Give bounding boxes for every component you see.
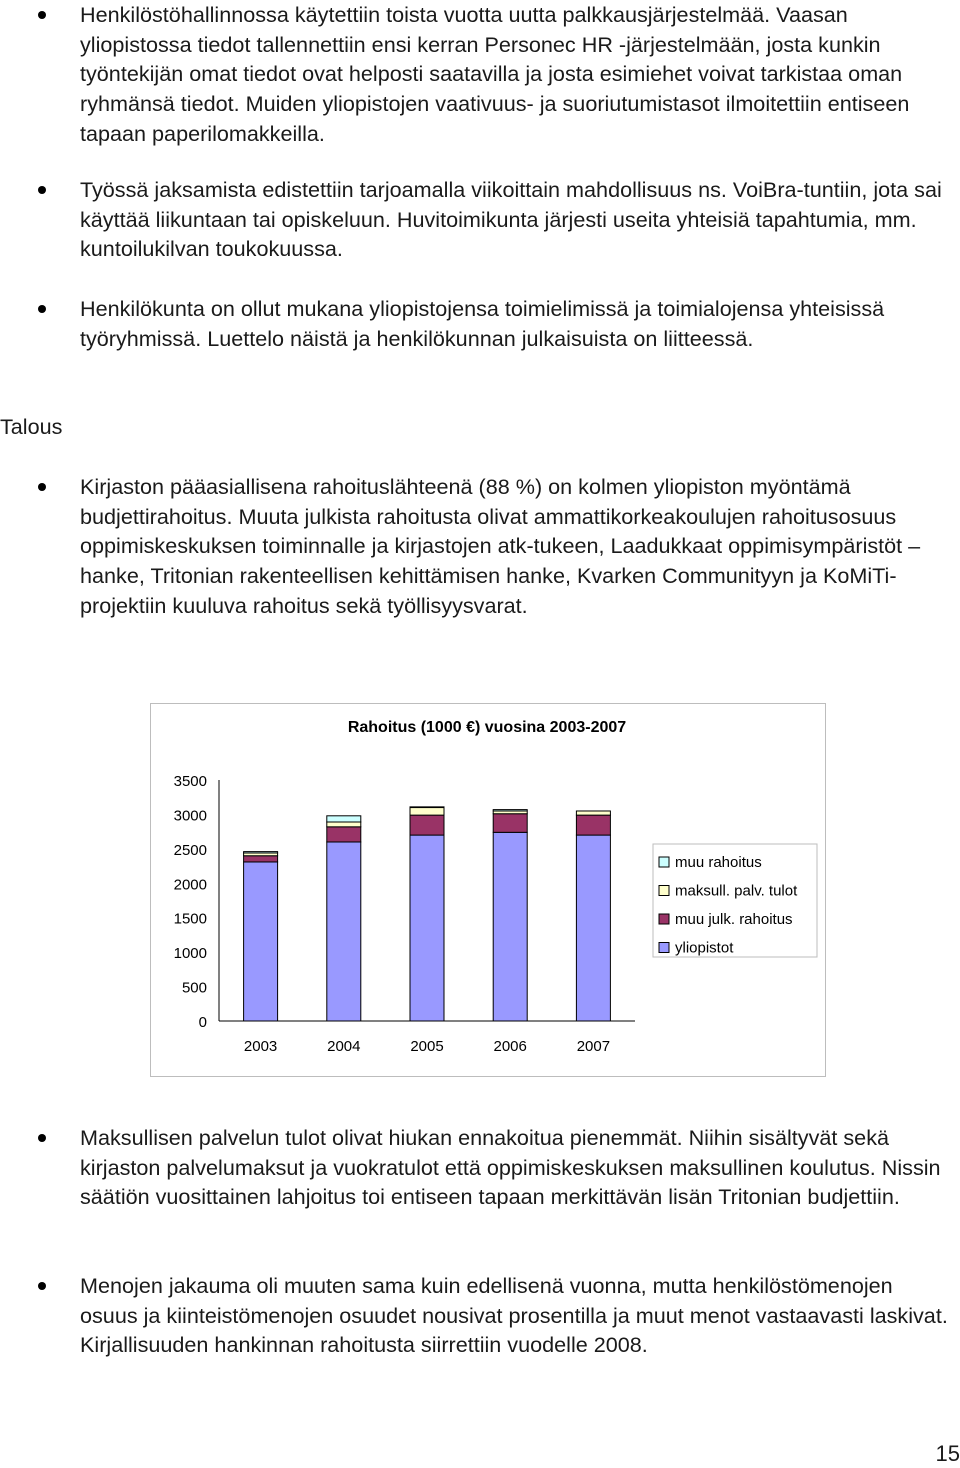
bar-segment [327, 822, 361, 827]
chart-ticks [174, 773, 610, 1055]
chart-bars [244, 807, 611, 1021]
chart-title: Rahoitus (1000 €) vuosina 2003-2007 [347, 719, 627, 736]
bar-segment [576, 815, 610, 835]
y-tick-label: 0 [198, 1014, 207, 1031]
legend-label: maksull. palv. tulot [675, 882, 798, 900]
section-heading-talous: Talous [0, 414, 63, 439]
y-tick-label: 3000 [173, 807, 207, 825]
y-tick-label: 2000 [173, 876, 207, 894]
legend-swatch [659, 914, 669, 924]
y-tick-label: 500 [181, 979, 207, 997]
bar-segment [410, 815, 444, 835]
bullet-dot [38, 1134, 46, 1142]
bullet-dot [38, 483, 46, 491]
paragraph-wellbeing: Työssä jaksamista edistettiin tarjoamalla viikoittain mahdollisuus ns. VoiBra-tuntiin, jota sai käyttää liikuntaan tai opiskeluun. Huvitoimikunta järjesti useita yhteisiä tapahtumia, mm. kuntoilukilvan toukokuussa. [80, 177, 942, 262]
bar-segment [327, 816, 361, 822]
legend-label: muu rahoitus [675, 854, 762, 871]
x-tick-label: 2007 [576, 1038, 611, 1055]
bullet-dot [38, 186, 46, 194]
bar-segment [327, 827, 361, 842]
paragraph-payroll: Henkilöstöhallinnossa käytettiin toista vuotta uutta palkkausjärjestelmää. Vaasan yliopistossa tiedot tallennettiin ensi kerran Personec HR -järjestelmään, josta kunkin työntekijän omat tiedot ovat helposti saatavilla ja josta esimiehet voivat tarkistaa oman ryhmänsä tiedot. Muiden yliopistojen vaativuus- ja suoriutumistasot ilmoitettiin entiseen tapaan paperilomakkeilla. [80, 2, 910, 146]
y-tick-label: 1500 [173, 910, 207, 928]
bar-segment [576, 811, 610, 815]
bullet-dot [38, 1282, 46, 1290]
bar-segment [493, 810, 527, 811]
bar-segment [493, 814, 527, 833]
funding-chart-svg [151, 704, 825, 1076]
x-tick-label: 2006 [493, 1038, 527, 1055]
bar-segment [244, 862, 278, 1021]
bar-segment [576, 835, 610, 1021]
bar-segment [493, 832, 527, 1021]
legend-label: yliopistot [675, 939, 734, 957]
paragraph-funding: Kirjaston pääasiallisena rahoituslähteenä (88 %) on kolmen yliopiston myöntämä budjettirahoitus. Muuta julkista rahoitusta olivat ammattikorkeakoulujen rahoitusosuus oppimiskeskuksen toiminnalle ja kirjastojen atk-tukeen, Laadukkaat oppimisympäristöt –hanke, Tritonian rakenteellisen kehittämisen hanke, Kvarken Communityyn ja KoMiTi-projektiin kuuluva rahoitus sekä työllisyysvarat. [80, 474, 921, 618]
x-tick-label: 2003 [243, 1038, 278, 1055]
bullet-dot [38, 11, 46, 19]
bar-segment [244, 856, 278, 862]
legend-swatch [659, 943, 669, 953]
legend-swatch [659, 886, 669, 896]
y-tick-label: 3500 [173, 773, 207, 790]
bar-segment [410, 807, 444, 808]
paragraph-staff-groups: Henkilökunta on ollut mukana yliopistojensa toimielimissä ja toimialojensa yhteisissä työryhmissä. Luettelo näistä ja henkilökunnan julkaisuista on liitteessä. [80, 296, 885, 351]
paragraph-paid-services: Maksullisen palvelun tulot olivat hiukan ennakoitua pienemmät. Niihin sisältyvät sekä kirjaston palvelumaksut ja vuokratulot että oppimiskeskuksen maksullinen koulutus. Nissin säätiön vuosittainen lahjoitus toi entiseen tapaan merkittävän lisän Tritonian budjettiin. [80, 1125, 941, 1210]
bullet-dot [38, 305, 46, 313]
y-tick-label: 1000 [173, 945, 207, 963]
x-tick-label: 2005 [410, 1038, 444, 1055]
bar-segment [410, 835, 444, 1021]
legend-swatch [659, 857, 669, 867]
funding-chart [150, 703, 826, 1077]
bar-segment [244, 852, 278, 853]
x-tick-label: 2004 [327, 1038, 361, 1055]
page-number: 15 [935, 1441, 960, 1466]
paragraph-expenses: Menojen jakauma oli muuten sama kuin edellisenä vuonna, mutta henkilöstömenojen osuus ja kiinteistömenojen osuudet nousivat prosentilla ja muut menot vastaavasti laskivat. Kirjallisuuden hankinnan rahoitusta siirrettiin vuodelle 2008. [80, 1273, 948, 1358]
chart-legend [653, 844, 817, 957]
legend-label: muu julk. rahoitus [675, 911, 793, 928]
bar-segment [327, 842, 361, 1021]
y-tick-label: 2500 [173, 841, 207, 859]
bar-segment [410, 808, 444, 816]
